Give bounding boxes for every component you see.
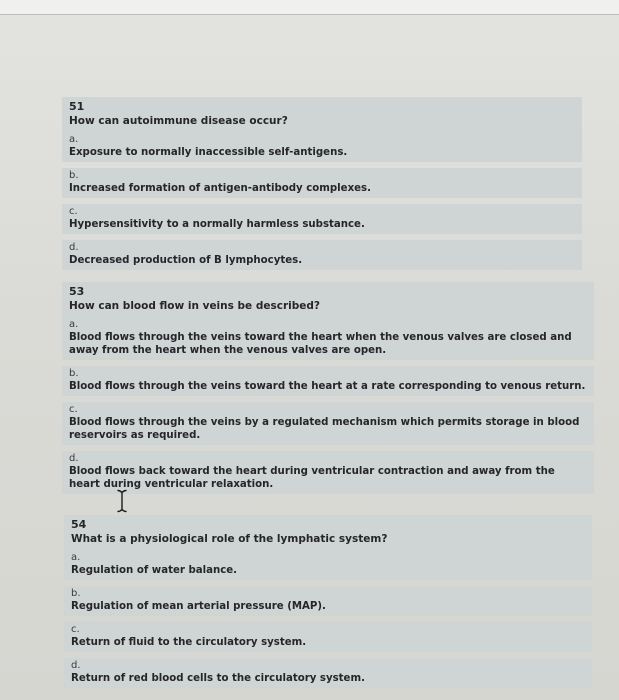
option-text: Return of fluid to the circulatory system.: [71, 637, 307, 648]
answer-option-b[interactable]: [62, 366, 594, 396]
question-number: 53: [69, 285, 85, 298]
option-text: Decreased production of B lymphocytes.: [69, 255, 303, 266]
browser-top-bar: [0, 0, 619, 15]
answer-option-a[interactable]: [64, 550, 592, 580]
option-letter: a.: [71, 552, 81, 563]
option-text: Regulation of mean arterial pressure (MAP).: [71, 601, 326, 612]
option-letter: c.: [71, 624, 80, 635]
answer-option-a[interactable]: [62, 317, 594, 360]
answer-option-d[interactable]: [62, 240, 582, 270]
answer-option-d[interactable]: [64, 658, 592, 688]
question-header: [62, 97, 582, 132]
answer-option-d[interactable]: [62, 451, 594, 494]
option-letter: b.: [69, 170, 79, 181]
question-text: What is a physiological role of the lymphatic system?: [71, 533, 388, 545]
option-letter: b.: [69, 368, 79, 379]
question-number: 51: [69, 100, 85, 113]
option-letter: d.: [69, 453, 79, 464]
option-letter: b.: [71, 588, 81, 599]
question-53: [62, 282, 594, 494]
question-51: [62, 97, 582, 270]
option-text: Blood flows through the veins by a regulated mechanism which permits storage in blood reservoirs as required.: [69, 417, 580, 441]
option-text: Return of red blood cells to the circulatory system.: [71, 673, 365, 684]
option-text: Exposure to normally inaccessible self-antigens.: [69, 147, 348, 158]
question-text: How can autoimmune disease occur?: [69, 115, 288, 127]
question-number: 54: [71, 518, 87, 531]
question-header: [62, 282, 594, 317]
option-text: Regulation of water balance.: [71, 565, 238, 576]
answer-option-a[interactable]: [62, 132, 582, 162]
option-text: Increased formation of antigen-antibody complexes.: [69, 183, 371, 194]
option-text: Hypersensitivity to a normally harmless substance.: [69, 219, 365, 230]
option-letter: a.: [69, 134, 79, 145]
option-letter: c.: [69, 206, 78, 217]
option-text: Blood flows through the veins toward the heart at a rate corresponding to venous return.: [69, 381, 586, 392]
option-letter: a.: [69, 319, 79, 330]
question-54: [64, 515, 592, 688]
answer-option-b[interactable]: [64, 586, 592, 616]
option-letter: d.: [71, 660, 81, 671]
question-header: [64, 515, 592, 550]
text-cursor-icon: [116, 489, 128, 513]
answer-option-b[interactable]: [62, 168, 582, 198]
answer-option-c[interactable]: [62, 204, 582, 234]
answer-option-c[interactable]: [64, 622, 592, 652]
option-letter: d.: [69, 242, 79, 253]
option-text: Blood flows through the veins toward the heart when the venous valves are closed and away from the heart when the venous valves are open.: [69, 332, 572, 356]
answer-option-c[interactable]: [62, 402, 594, 445]
option-letter: c.: [69, 404, 78, 415]
question-text: How can blood flow in veins be described?: [69, 300, 320, 312]
option-text: Blood flows back toward the heart during ventricular contraction and away from the heart during ventricular relaxation.: [69, 466, 555, 490]
